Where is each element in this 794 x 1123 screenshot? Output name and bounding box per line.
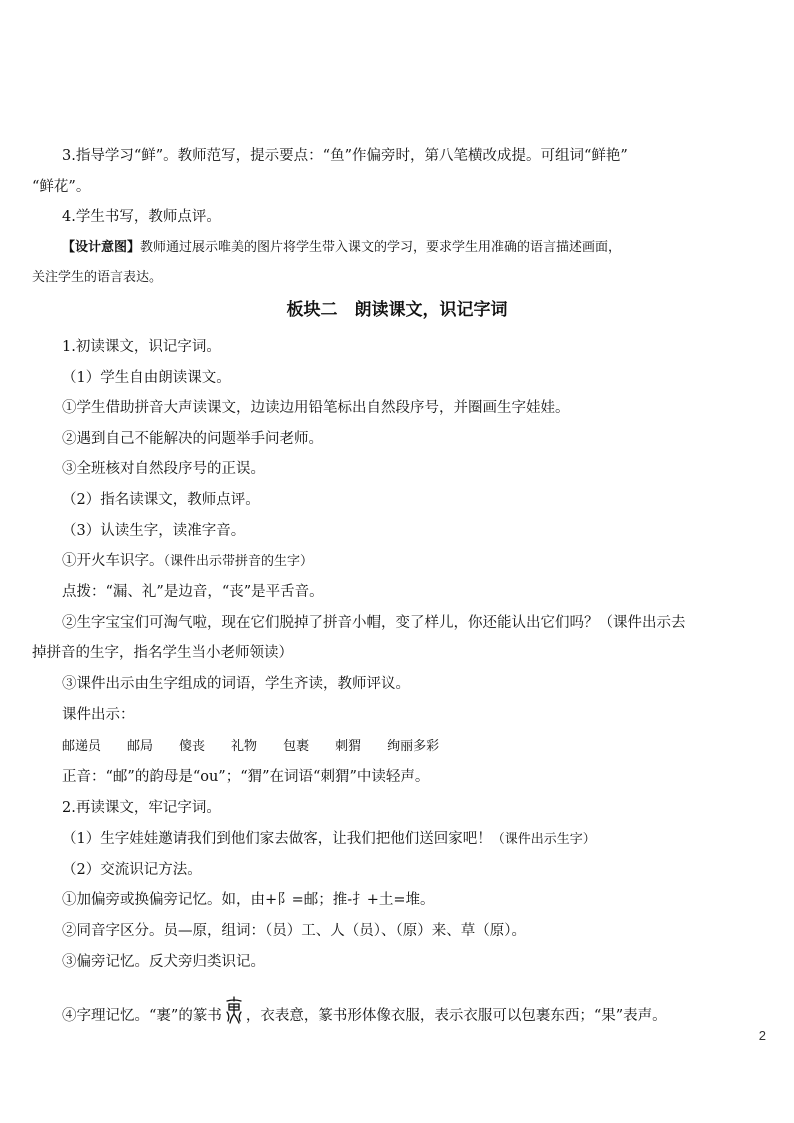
item-1: ①学生借助拼音大声读课文，边读边用铅笔标出自然段序号，并圈画生字娃娃。	[62, 400, 570, 416]
method-2: ②同音字区分。员—原，组词：（员）工、人（员）、（原）来、草（原）。	[62, 923, 526, 939]
step-2: 2.再读课文，牢记字词。	[62, 800, 221, 816]
item-train	[62, 551, 313, 572]
section-heading: 板块二 朗读课文，识记字词	[286, 300, 508, 320]
word-item: 邮局	[127, 739, 154, 754]
word-list	[62, 737, 465, 757]
substep-2: （2）指名读课文，教师点评。	[62, 492, 260, 508]
method-4-text-cont: ，衣表意，篆书形体像衣服，表示衣服可以包裹东西；“果”表声。	[245, 1008, 667, 1024]
word-item: 傻丧	[179, 739, 206, 754]
courseware-label: 课件出示：	[62, 707, 135, 723]
pronunciation-line: 正音：“邮”的韵母是“ou”；“猬”在词语“刺猬”中读轻声。	[62, 769, 430, 785]
word-item: 刺猬	[335, 739, 362, 754]
word-item: 绚丽多彩	[387, 739, 440, 754]
word-item: 礼物	[231, 739, 258, 754]
design-intent-cont: 关注学生的语言表达。	[32, 270, 163, 285]
paragraph-step3-cont: “鲜花”。	[32, 179, 91, 195]
paragraph-step3: 3.指导学习“鲜”。教师范写，提示要点：“鱼”作偏旁时，第八笔横改成提。可组词“鲜艳”	[62, 148, 628, 164]
item-3: ③全班核对自然段序号的正误。	[62, 461, 265, 477]
item-naughty: ②生字宝宝们可淘气啦，现在它们脱掉了拼音小帽，变了样儿，你还能认出它们吗？（课件出示去	[62, 615, 686, 631]
method-3: ③偏旁记忆。反犬旁归类识记。	[62, 954, 265, 970]
page-number: 2	[758, 1028, 766, 1043]
step-1: 1.初读课文，识记字词。	[62, 339, 221, 355]
item-naughty-cont: 掉拼音的生字，指名学生当小老师领读）	[32, 645, 293, 661]
design-intent-text: 教师通过展示唯美的图片将学生带入课文的学习，要求学生用准确的语言描述画面，	[140, 240, 622, 255]
item-train-note: （课件出示带拼音的生字）	[163, 554, 314, 569]
design-intent-label: 【设计意图】	[62, 240, 141, 255]
item-train-text: ①开火车识字。	[62, 553, 164, 569]
method-4	[62, 1002, 667, 1030]
item-words: ③课件出示由生字组成的词语，学生齐读，教师评议。	[62, 676, 410, 692]
substep-methods: （2）交流识记方法。	[62, 862, 202, 878]
design-intent	[62, 238, 621, 258]
paragraph-step4: 4.学生书写，教师点评。	[62, 209, 221, 225]
substep-3: （3）认读生字，读准字音。	[62, 523, 246, 539]
substep-invite-text: （1）生字娃娃邀请我们到他们家去做客，让我们把他们送回家吧！	[62, 831, 492, 847]
item-2: ②遇到自己不能解决的问题举手问老师。	[62, 431, 323, 447]
method-4-text: ④字理记忆。“裹”的篆书	[62, 1008, 222, 1024]
substep-invite	[62, 829, 596, 850]
tip-line: 点拨：“漏、礼”是边音，“丧”是平舌音。	[62, 584, 324, 600]
word-item: 包裹	[283, 739, 310, 754]
method-1: ①加偏旁或换偏旁记忆。如，由+阝=邮；推-扌+土=堆。	[62, 892, 435, 908]
substep-invite-note: （课件出示生字）	[491, 832, 596, 847]
substep-1: （1）学生自由朗读课文。	[62, 370, 231, 386]
seal-script-glyph	[224, 996, 244, 1024]
word-item: 邮递员	[62, 739, 102, 754]
